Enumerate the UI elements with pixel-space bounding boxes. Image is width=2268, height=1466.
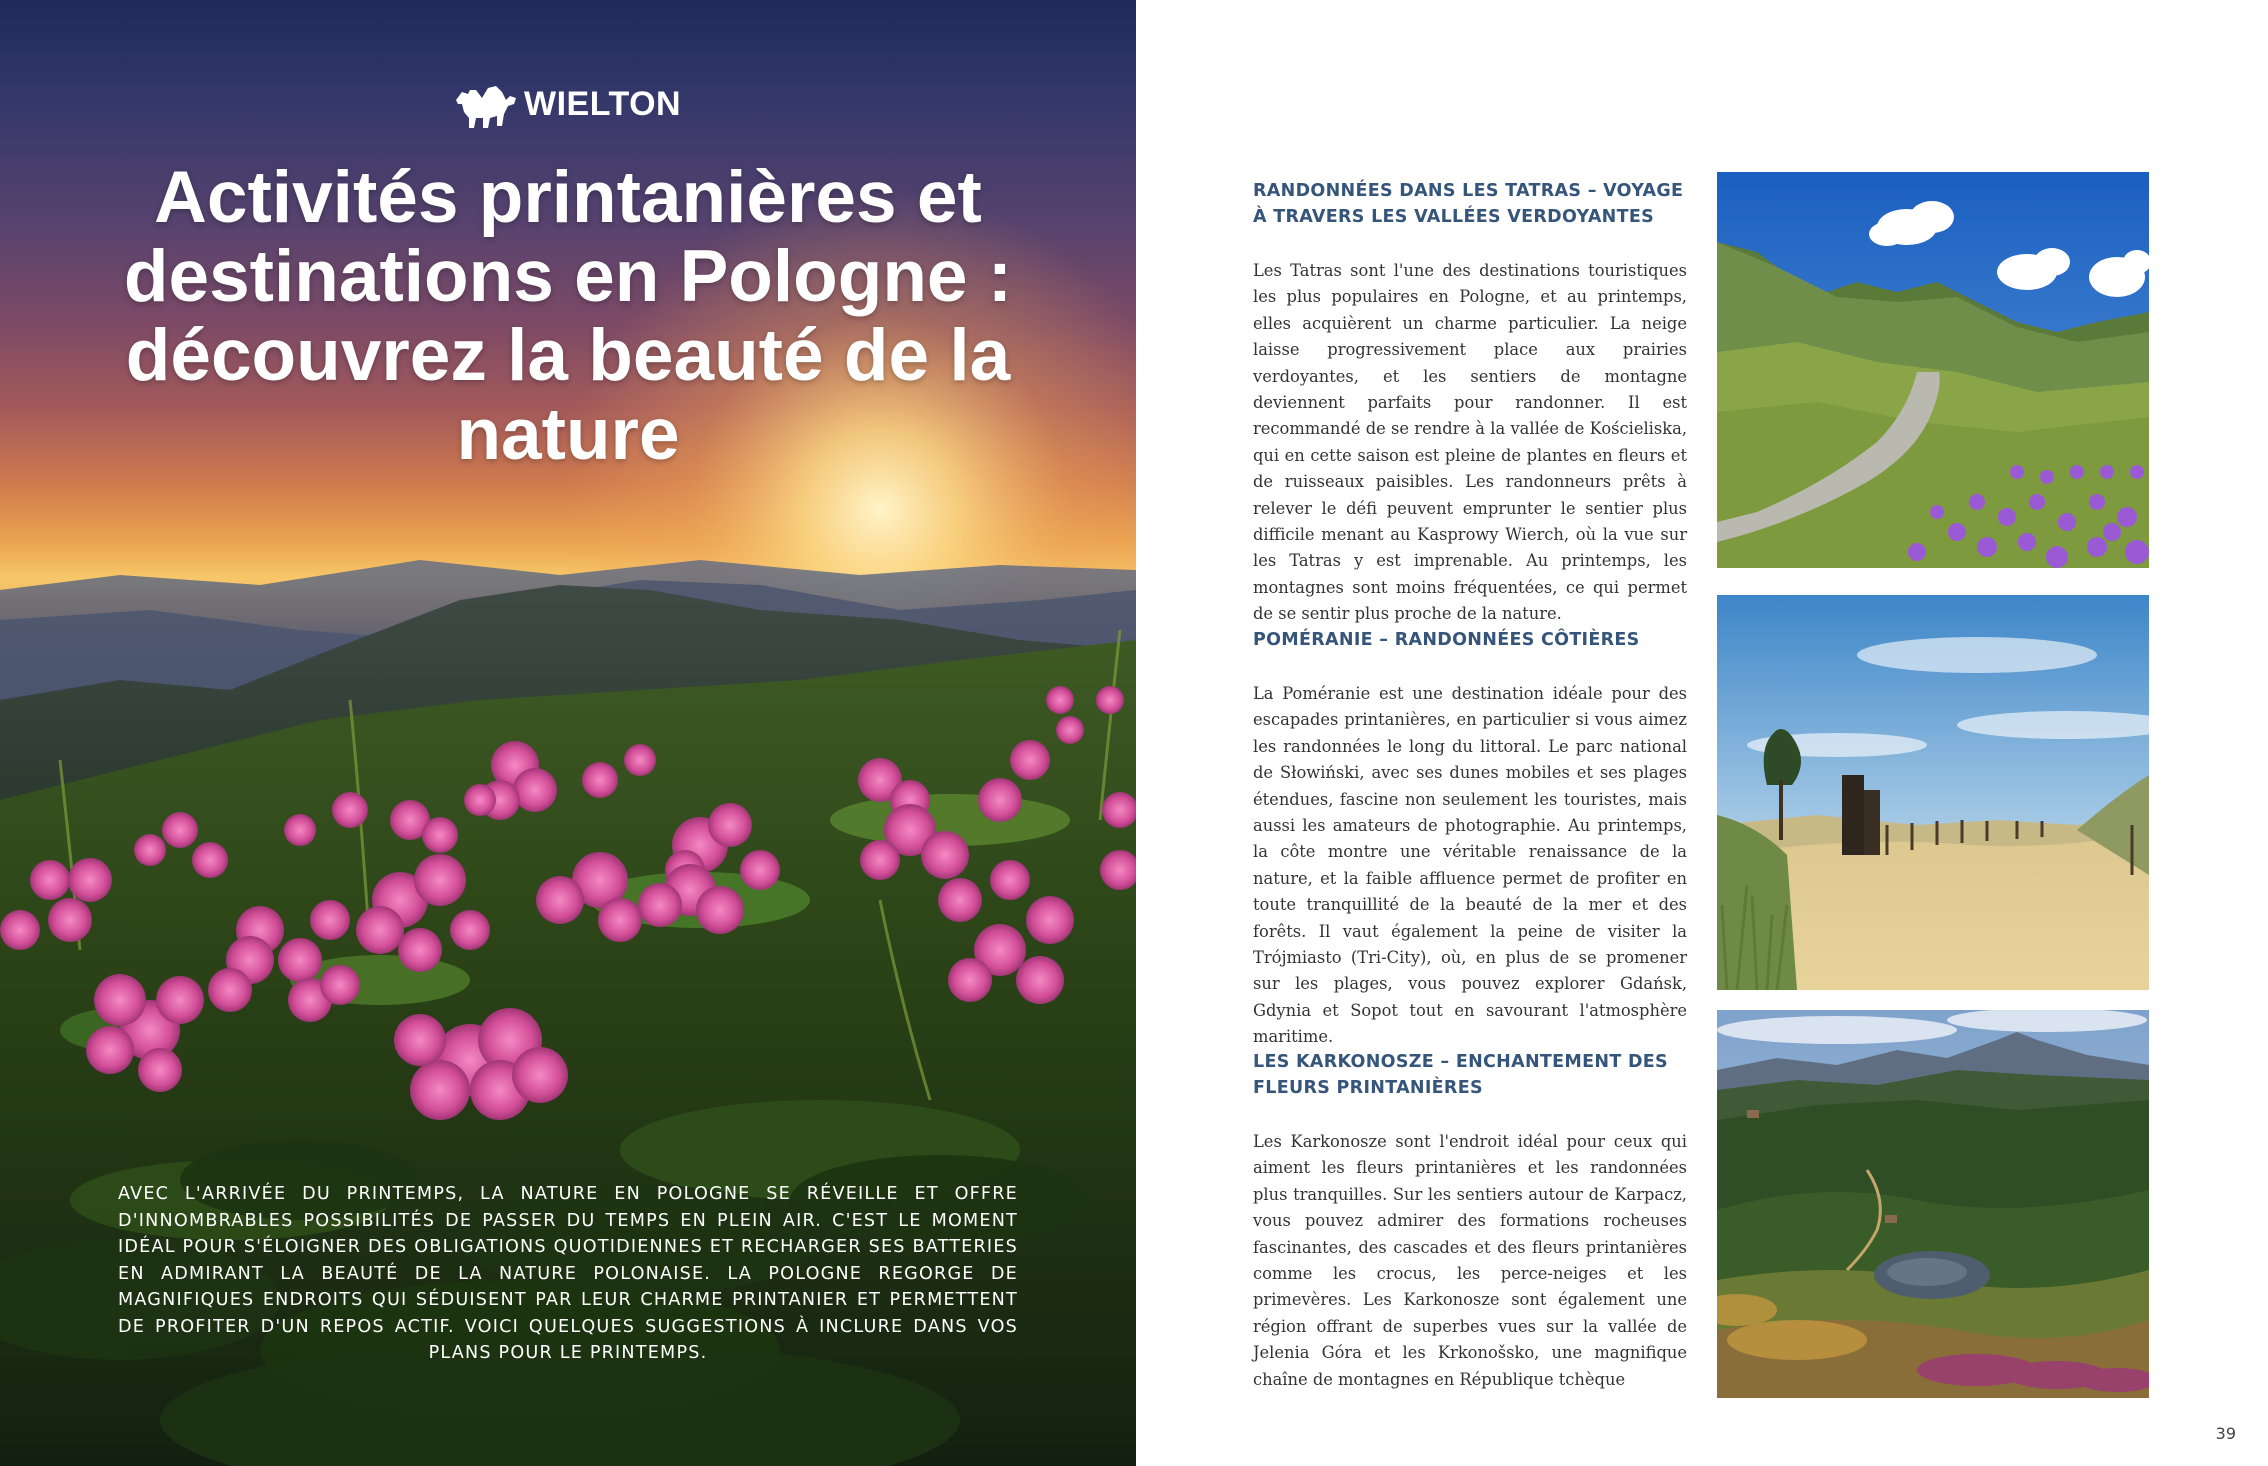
intro-paragraph: AVEC L'ARRIVÉE DU PRINTEMPS, LA NATURE EN POLOGNE SE RÉVEILLE ET OFFRE D'INNOMBRABLES POSSIBILITÉS DE PASSER DU TEMPS EN PLEIN AIR. C'EST LE MOMENT IDÉAL POUR S'ÉLOIGNER DES OBLIGATIONS QUOTIDIENNES ET RECHARGER SES BATTERIES EN ADMIRANT LA BEAUTÉ DE LA NATURE POLONAISE. LA POLOGNE REGORGE DE MAGNIFIQUES ENDROITS QUI SÉDUISENT PAR LEUR CHARME PRINTANIER ET PERMETTENT DE PROFITER D'UN REPOS ACTIF. VOICI QUELQUES SUGGESTIONS À INCLURE DANS VOS PLANS POUR LE PRINTEMPS. bbox=[118, 1184, 1018, 1363]
karkonosze-lake-photo bbox=[1717, 1010, 2149, 1398]
camel-icon bbox=[452, 78, 522, 130]
pomerania-dunes-photo bbox=[1717, 595, 2149, 990]
page-number: 39 bbox=[2215, 1424, 2236, 1443]
tatras-valley-photo bbox=[1717, 172, 2149, 568]
article-page bbox=[1136, 0, 2268, 1466]
page-title: Activités printanières et destinations en Pologne : découvrez la beauté de la nature bbox=[123, 157, 1013, 475]
section-body-karkonosze: Les Karkonosze sont l'endroit idéal pour ceux qui aiment les fleurs printanières et les randonnées plus tranquilles. Sur les sentiers autour de Karpacz, vous pouvez admirer des formations rocheuses fascinantes, des cascades et des fleurs printanières comme les crocus, les perce-neiges et les primevères. Les Karkonosze sont également une région offrant de superbes vues sur la vallée de Jelenia Góra et les Krkonošsko, une magnifique chaîne de montagnes en République tchèque bbox=[1253, 1132, 1687, 1389]
section-heading-karkonosze: LES KARKONOSZE – ENCHANTEMENT DES FLEURS PRINTANIÈRES bbox=[1253, 1052, 1668, 1098]
section-body-pomerania: La Poméranie est une destination idéale pour des escapades printanières, en particulier si vous aimez les randonnées le long du littoral. Le parc national de Słowiński, avec ses dunes mobiles et ses plages étendues, fascine non seulement les touristes, mais aussi les amateurs de photographie. Au printemps, la côte montre une véritable renaissance de la nature, et la faible affluence permet de profiter en toute tranquillité de la beauté de la mer et des forêts. Il vaut également la peine de visiter la Trójmiasto (Tri-City), où, en plus de se promener sur les plages, vous pouvez explorer Gdańsk, Gdynia et Sopot tout en savourant l'atmosphère maritime. bbox=[1253, 684, 1687, 1047]
section-heading-tatras: RANDONNÉES DANS LES TATRAS – VOYAGE À TRAVERS LES VALLÉES VERDOYANTES bbox=[1253, 181, 1684, 227]
section-body-tatras: Les Tatras sont l'une des destinations touristiques les plus populaires en Pologne, et au printemps, elles acquièrent un charme particulier. La neige laisse progressivement place aux prairies verdoyantes, et les sentiers de montagne deviennent parfaits pour randonner. Il est recommandé de se rendre à la vallée de Kościeliska, qui en cette saison est pleine de plantes en fleurs et de ruisseaux paisibles. Les randonneurs prêts à relever le défi peuvent emprunter le sentier plus difficile menant au Kasprowy Wierch, où la vue sur les Tatras y est imprenable. Au printemps, les montagnes sont moins fréquentées, ce qui permet de se sentir plus proche de la nature. bbox=[1253, 261, 1687, 624]
logo-text: WIELTON bbox=[524, 84, 682, 123]
wielton-logo bbox=[452, 78, 681, 130]
section-heading-pomerania: POMÉRANIE – RANDONNÉES CÔTIÈRES bbox=[1253, 630, 1640, 650]
